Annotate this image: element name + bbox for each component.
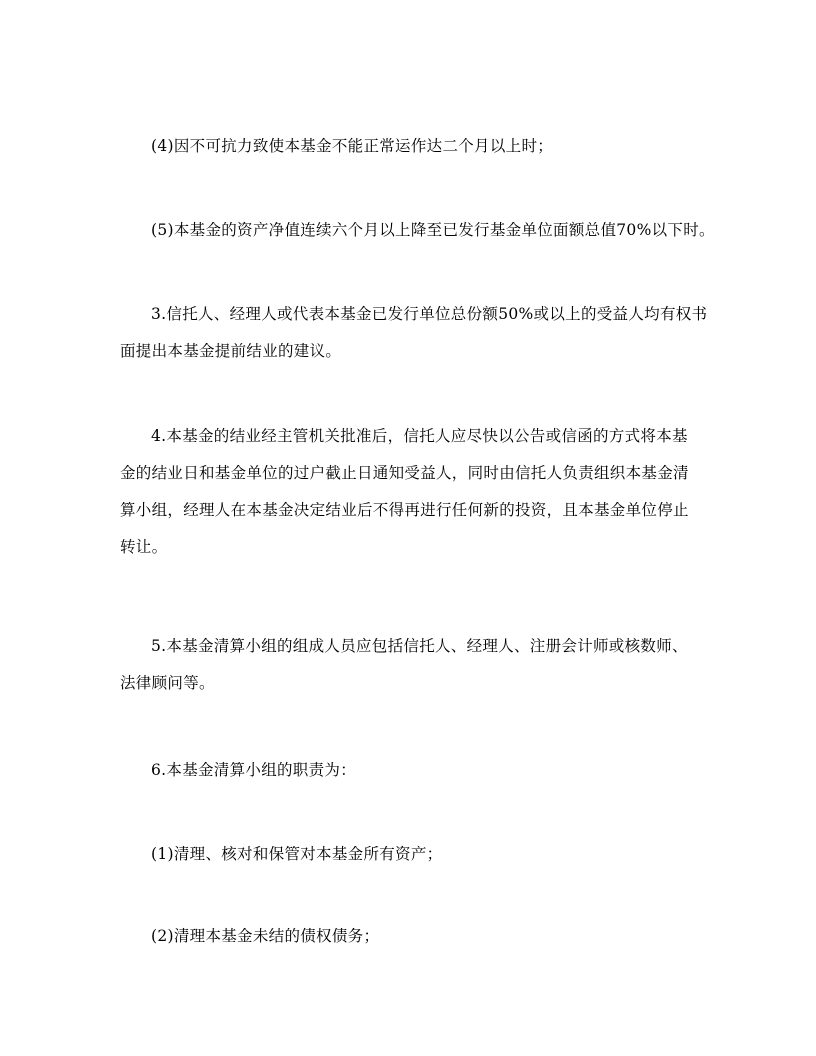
text-line: 算小组，经理人在本基金决定结业后不得再进行任何新的投资，且本基金单位停止 — [120, 501, 689, 519]
text-line: 3.信托人、经理人或代表本基金已发行单位总份额50%或以上的受益人均有权书 — [151, 305, 708, 323]
paragraph-clause-4 — [120, 418, 700, 566]
paragraph-clause-5 — [120, 628, 700, 702]
paragraph-item-5 — [120, 212, 715, 249]
paragraph-duty-2 — [120, 918, 700, 955]
paragraph-clause-6 — [120, 752, 700, 789]
text-line: (5)本基金的资产净值连续六个月以上降至已发行基金单位面额总值70%以下时。 — [151, 221, 715, 239]
text-line: (2)清理本基金未结的债权债务； — [151, 927, 380, 945]
paragraph-clause-3 — [120, 296, 708, 370]
paragraph-duty-1 — [120, 836, 700, 873]
text-line: (4)因不可抗力致使本基金不能正常运作达二个月以上时； — [151, 137, 554, 155]
text-line: 6.本基金清算小组的职责为： — [151, 761, 356, 779]
text-line: (1)清理、核对和保管对本基金所有资产； — [151, 845, 443, 863]
text-line: 法律顾问等。 — [120, 674, 215, 692]
text-line: 4.本基金的结业经主管机关批准后，信托人应尽快以公告或信函的方式将本基 — [151, 427, 688, 445]
text-line: 转让。 — [120, 538, 168, 556]
paragraph-item-4 — [120, 128, 700, 165]
text-line: 面提出本基金提前结业的建议。 — [120, 342, 342, 360]
text-line: 金的结业日和基金单位的过户截止日通知受益人，同时由信托人负责组织本基金清 — [120, 464, 689, 482]
text-line: 5.本基金清算小组的组成人员应包括信托人、经理人、注册会计师或核数师、 — [151, 637, 688, 655]
